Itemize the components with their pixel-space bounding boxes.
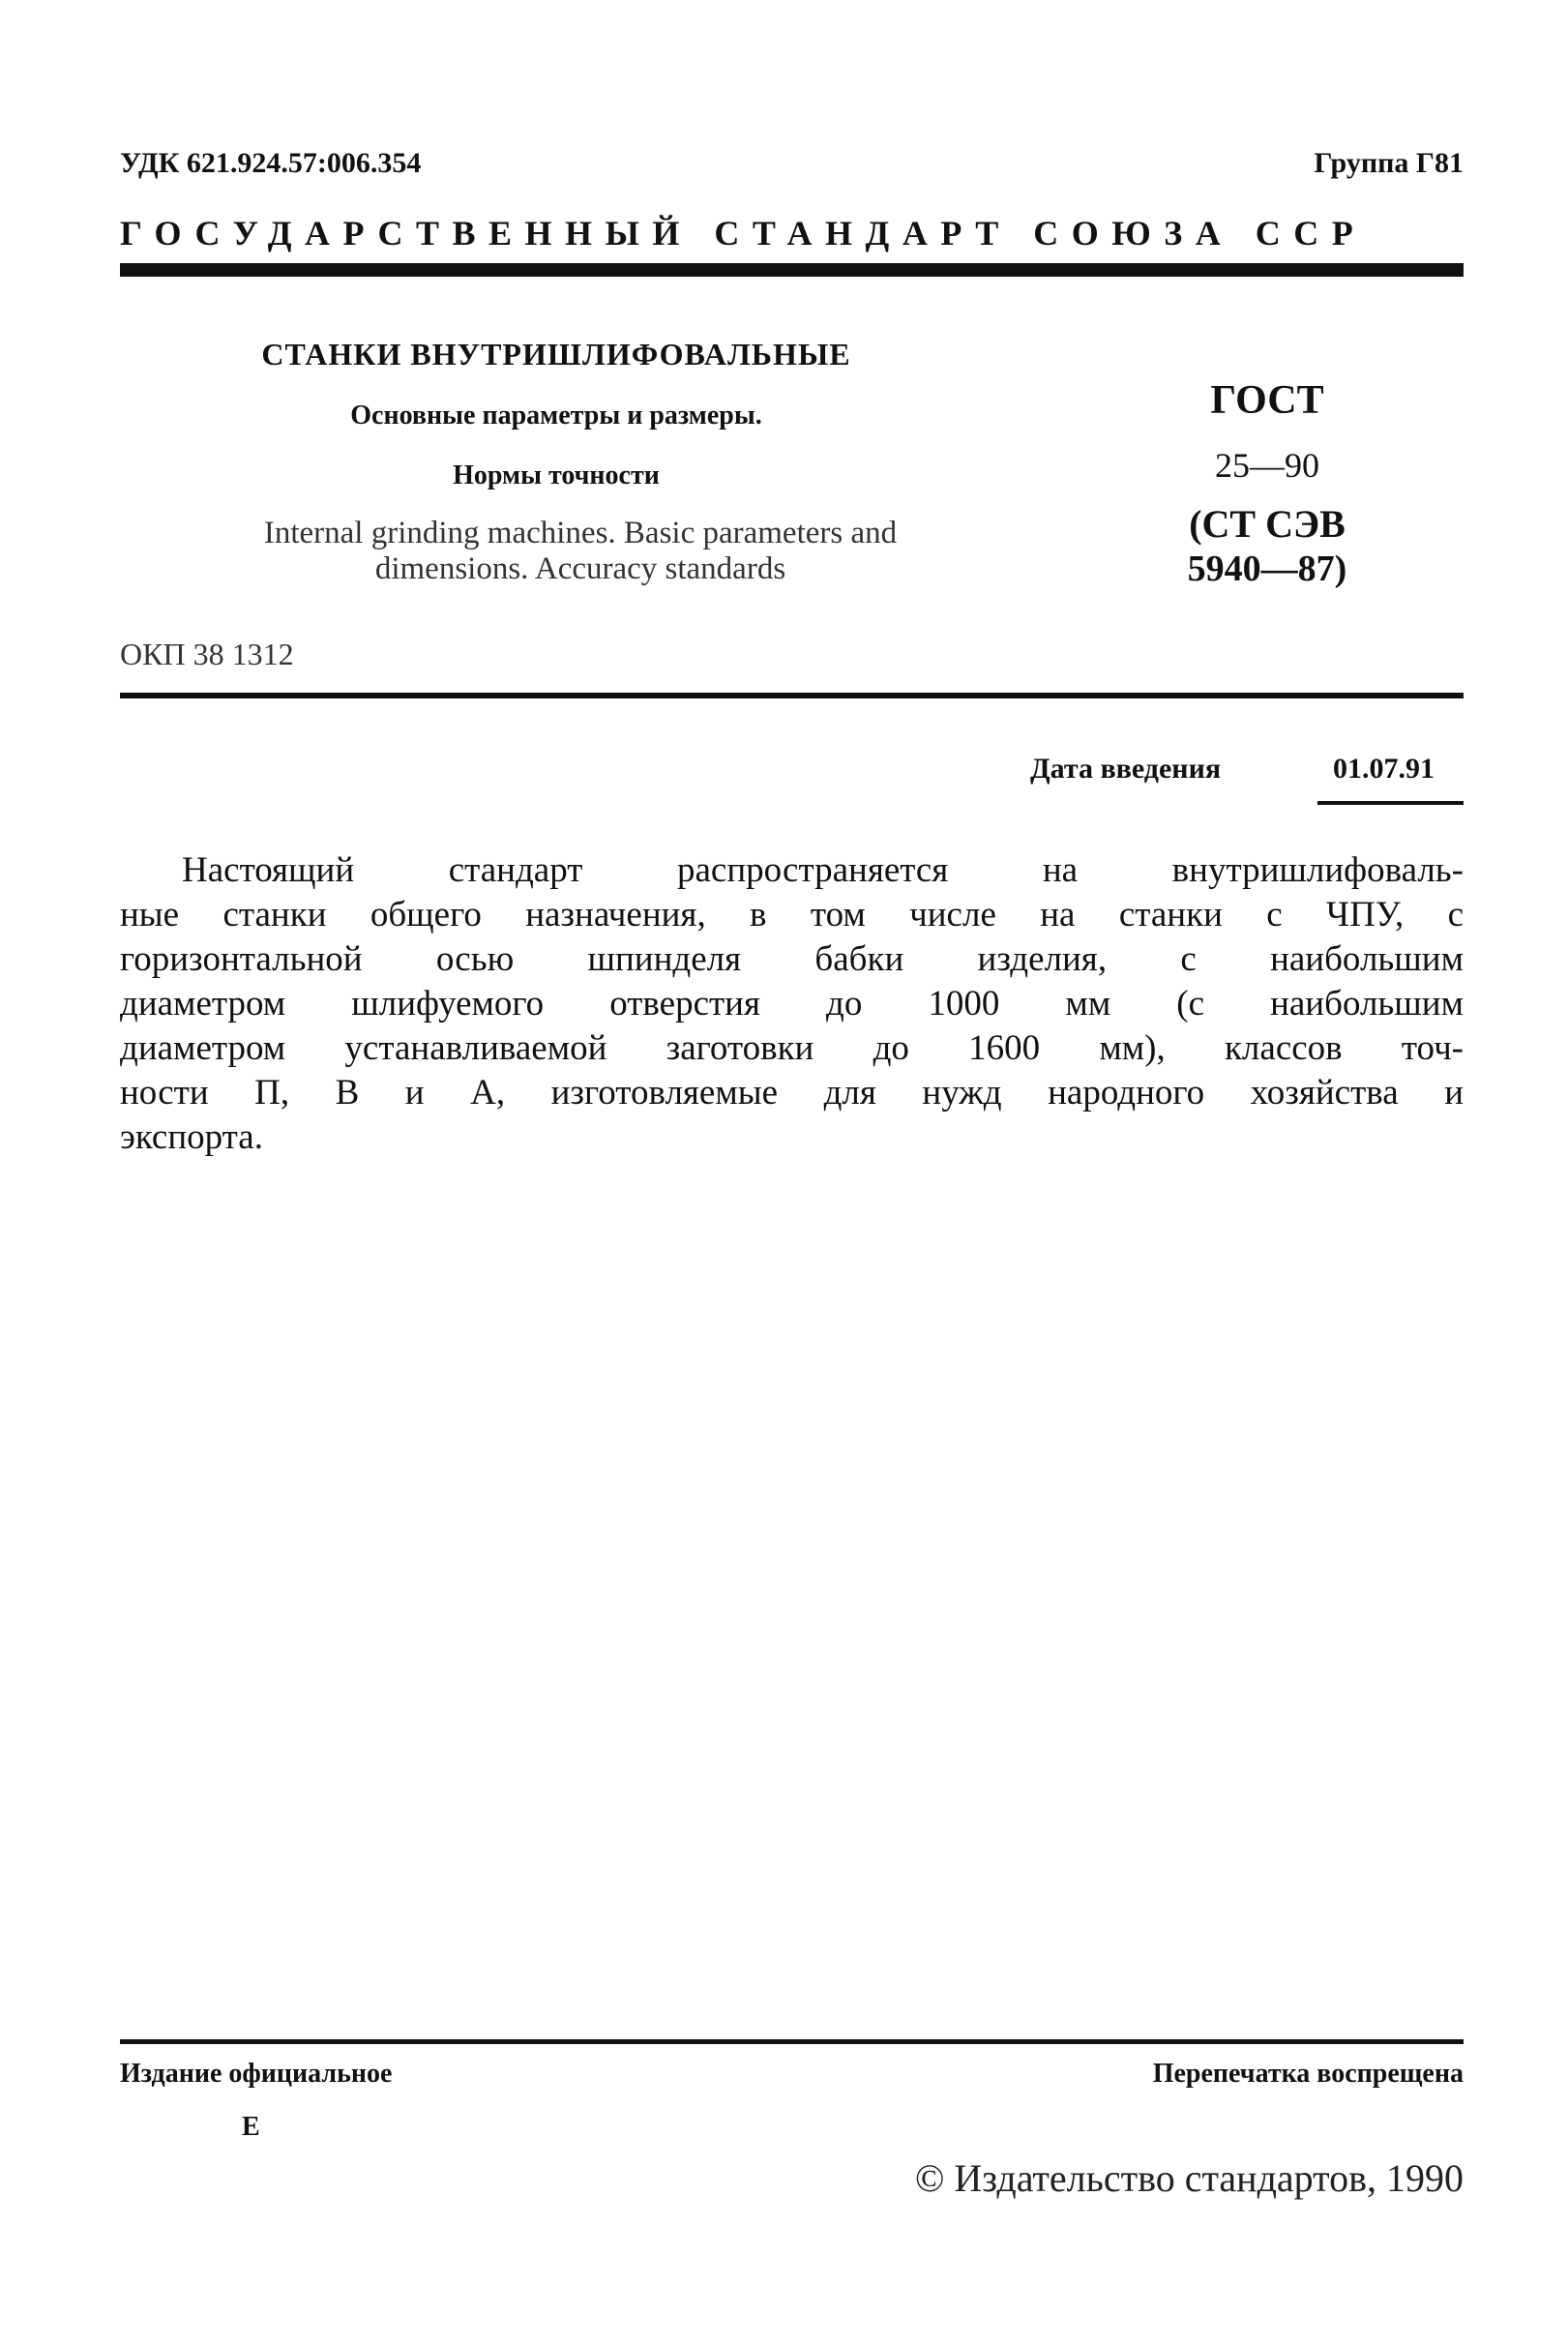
okp-code: ОКП 38 1312 [120, 637, 294, 671]
body-line: ности П, В и А, изготовляемые для нужд народного хозяйства и [120, 1073, 1464, 1113]
english-title-line1: Internal grinding machines. Basic parameters and [263, 516, 898, 550]
state-standard-heading: ГОСУДАРСТВЕННЫЙ СТАНДАРТ СОЮЗА ССР [120, 214, 1367, 252]
body-line: горизонтальной осью шпинделя бабки изделия, с наибольшим [120, 939, 1464, 979]
intro-date-value: 01.07.91 [1333, 753, 1435, 785]
copyright-line [915, 2155, 1464, 2201]
header-thick-rule [120, 263, 1464, 277]
copyright-icon: © [914, 2156, 945, 2200]
body-line: экспорта. [120, 1117, 263, 1157]
body-line: ные станки общего назначения, в том числе на станки с ЧПУ, с [120, 895, 1464, 935]
gost-label: ГОСТ [1210, 378, 1324, 423]
reprint-prohibited-label: Перепечатка воспрещена [1152, 2059, 1464, 2089]
udk-code: УДК 621.924.57:006.354 [120, 147, 422, 179]
official-edition-label: Издание официальное [120, 2059, 393, 2089]
st-sev-line1: (СТ СЭВ [1189, 502, 1346, 546]
gost-number: 25—90 [1215, 446, 1319, 485]
document-title: СТАНКИ ВНУТРИШЛИФОВАЛЬНЫЕ [261, 337, 851, 371]
english-title-line2: dimensions. Accuracy standards [374, 551, 786, 586]
copyright-text: Издательство стандартов, 1990 [954, 2156, 1464, 2200]
header-separator-rule [120, 693, 1464, 698]
document-subtitle-accuracy: Нормы точности [453, 460, 660, 490]
st-sev-line2: 5940—87) [1187, 549, 1347, 589]
footer-rule [120, 2039, 1464, 2044]
document-subtitle: Основные параметры и размеры. [350, 401, 762, 430]
group-code: Группа Г81 [1314, 147, 1464, 179]
edition-letter: Е [242, 2112, 260, 2142]
body-line: диаметром устанавливаемой заготовки до 1600 мм), классов точ- [120, 1028, 1464, 1068]
intro-date-label: Дата введения [1030, 753, 1222, 785]
body-line: Настоящий стандарт распространяется на внутришлифоваль- [182, 850, 1464, 890]
body-line: диаметром шлифуемого отверстия до 1000 мм (с наибольшим [120, 984, 1464, 1024]
intro-date-underline [1317, 801, 1464, 805]
